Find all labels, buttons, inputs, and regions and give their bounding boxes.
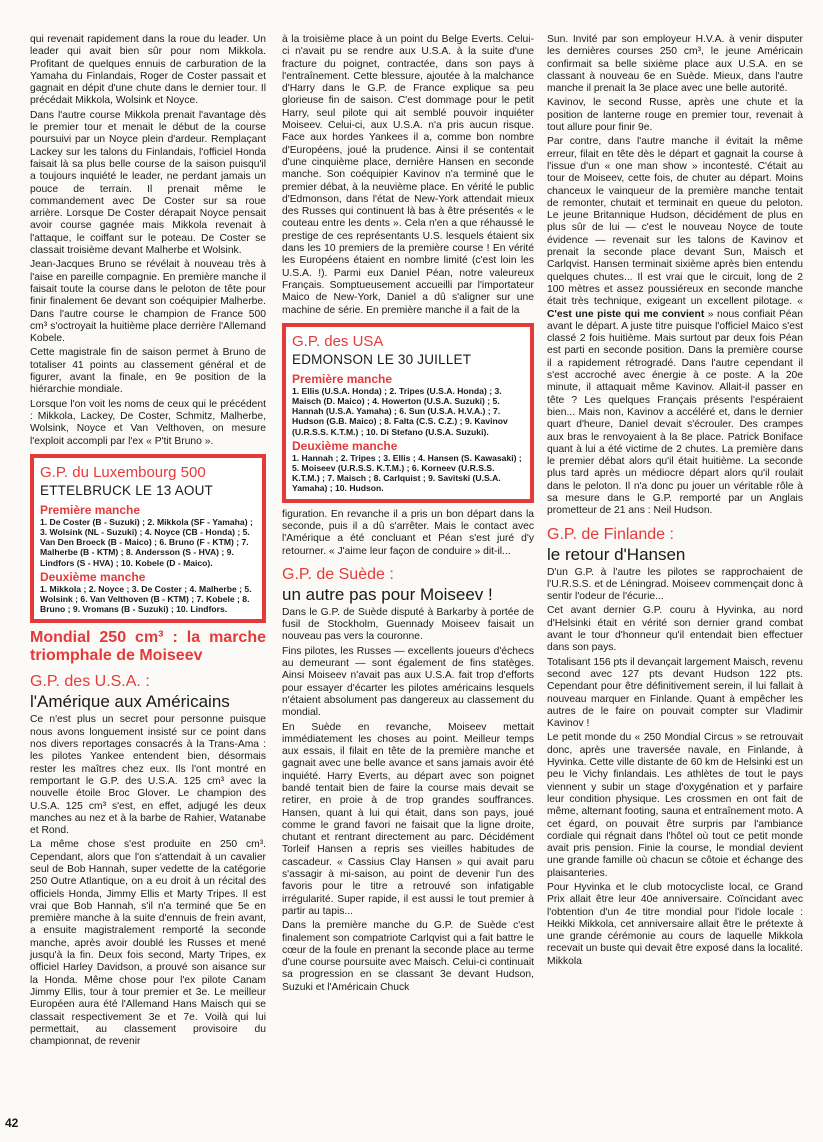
box-heat-title: Première manche [292,371,393,386]
box-place-date: EDMONSON LE 30 JUILLET [292,351,472,367]
section-title: G.P. de Suède : [282,565,394,583]
results-box-luxembourg [30,454,266,624]
paragraph-text: » nous confiait Péan avant le départ. A juste titre puisque l'officiel Maico s'est classé 2 fois huitième. Mais surtout par deux fois Péan est parti en seconde position. Dans la première course il a rapidement rétrogradé. Dans l'autre cependant il s'est accroché avec énergie à ce poste. A la 20e minute, il attaquait même Kavinov. Allait-il passer en tête ? Les quelques Français présents l'espéraient bien... Mais non, Kavinov a accéléré et, dans le dernier quart d'heure, Daniel devait s'écrouler. Des crampes aux bras le renvoyaient à la 8e place. Patrick Boniface quant à lui a été victime de 2 chutes. La première dans le premier débat alors qu'il était huitième. La seconde plus tard après un médiocre départ alors qu'il roulait dans le peloton. Il n'a donc pu jouer un véritable rôle à sa mesure dans le G.P. remporté par un Anglais prometteur de 21 ans : Neil Hudson. [547,308,803,517]
paragraph: Ce n'est plus un secret pour personne puisque nous avons longuement insisté sur ce point dans nos divers reportages consacrés à la Trans-Ama : les pilotes Yankee entendent bien, désormais rester les maîtres chez eux. Ils l'ont montré en remportant le G.P. des U.S.A. 125 cm³ avec la nouvelle étoile Broc Glover. Le champion des U.S.A. 125 cm³ s'est, en effet, adjugé les deux manches au nez et à la barbe de Rahier, Watanabe et Rond. [30,714,266,837]
page-number: 42 [5,1116,19,1130]
box-heat-title: Deuxième manche [40,569,146,584]
paragraph: En Suède en revanche, Moiseev mettait immédiatement les choses au point. Meilleur temps aux essais, il filait en tête de la première manche et gagnait avec une belle avance et sans jamais avoir été inquiété. Harry Everts, au départ avec son poignet bandé tentait bien de faire la course mais devait se retirer, en proie à de trop grandes souffrances. Hansen, quant à lui qui était, dans son pays, joué comme le grand favori ne faisait que la ligne droite, chutant et rentrant directement au parc. Décidément Torleif Hansen a repris ses vieilles habitudes de cascadeur. « Cassius Clay Hansen » qui avait paru s'assagir à mi-saison, au point de devenir l'un des favoris pour le titre a retrouvé son infatigable irrégularité. Super rapide, il est aussi le tout premier à partir au tapis... [282,721,534,917]
box-place-date: ETTELBRUCK LE 13 AOUT [40,482,214,498]
paragraph: Cette magistrale fin de saison permet à Bruno de totaliser 41 points au classement général et de figurer, avant la finale, en 9e position de la hiérarchie mondiale. [30,347,266,396]
box-heat-results: 1. Hannah ; 2. Tripes ; 3. Ellis ; 4. Hansen (S. Kawasaki) ; 5. Moiseev (U.R.S.S. K.T.M.) ; 6. Korneev (U.R.S.S. K.T.M.) ; 7. Maisch ; 8. Carlquist ; 9. Savitski (U.S.A. Yamaha) ; 10. Hudson. [292,452,522,494]
box-gp-title: G.P. des USA [292,332,384,350]
paragraph: Pour Hyvinka et le club motocycliste local, ce Grand Prix allait être leur 40e anniversaire. Coïncidant avec l'obtention d'un 4e titre mondial pour l'idole locale : Heikki Mikkola, cet anniversaire allait être le prétexte à une grande cérémonie au cours de laquelle Mikkola recevait un buste qui devait être exposé dans la localité. Mikkola [547,882,803,967]
box-heat-title: Première manche [40,502,141,517]
paragraph: à la troisième place à un point du Belge Everts. Celui-ci n'avait pu se rendre aux U.S.A. à la suite d'une fracture du poignet, contractée, dans son pays à l'entraînement. Cette blessure, ajoutée à la malchance d'Harry dans le G.P. de France explique sa peu glorieuse fin de saison. C'est dommage pour le petit Harry, seul pilote qui ait semblé pouvoir inquiéter Moiseev. Celui-ci, aux U.S.A. n'a pris aucun risque. Face aux hordes Yankees il a, comme bon nombre d'Européens, joué la prudence. Ainsi il se contentait d'une cinquième place, dernière Hansen en seconde manche. Son coéquipier Kavinov n'a terminé que le premier débat, à la neuvième place. En vérité le public d'Edmonson, dans l'état de New-York attendait mieux des Russes qui continuent là bas à être présentés « le couteau entre les dents ». Cela n'en a que réhaussé le prestige de ces représentants U.S. lesquels étaient six dans les 10 premiers de la première course ! En vérité les Européens étaient en nombre limité (c'est loin les U.S.A. !). Parmi eux Daniel Péan, notre valeureux Français. Somptueusement accueilli par l'importateur Maico de New-York, Daniel a dû s'aligner sur une machine de série. En première manche il a fait de la [282,34,534,316]
paragraph: Dans l'autre course Mikkola prenait l'avantage dès le premier tour et menait le début de la course poursuivi par un Noyce plein d'ardeur. Remplaçant Lackey sur les talons du Finlandais, l'officiel Honda faisait là sa plus belle course de la saison puisqu'il a toujours inquiété le leader, ne perdant jamais un pouce de terrain. Il prenait même le commandement avec De Coster sur sa roue arrière. Lorsque De Coster dérapait Noyce pensait avoir course gagnée mais Mikkola revenait à l'attaque, le coiffant sur le poteau. De Coster se classait troisième devant Malherbe et Wolsink. [30,109,266,257]
paragraph: La même chose s'est produite en 250 cm³. Cependant, alors que l'on s'attendait à un cavalier seul de Bob Hannah, super vedette de la catégorie 250 Outre Atlantique, on a eu droit à un récital des officiels Honda, Jimmy Ellis et Marty Tripes. Il est vrai que Bob Hannah, s'il n'a terminé que 5e en première manche à la suite d'ennuis de frein avant, a ensuite magistralement remporté la seconde manche, après avoir doublé les Russes et mené jusqu'à la fin. Deux fois second, Marty Tripes, ex officiel Harley Davidson, a prouvé son aisance sur la Honda. Même chose pour l'ex pilote Canam Jimmy Ellis, tour à tour premier et 3e. Le meilleur Européen aura été l'Allemand Hans Maisch qui se classait respectivement 3e et 7e. Voilà qui lui permettait, au classement provisoire du championnat, de revenir [30,839,266,1048]
paragraph: Totalisant 156 pts il devançait largement Maisch, revenu second avec 127 pts devant Hudson 122 pts. Cependant pour être définitivement serein, il lui fallait à nouveau marquer en Finlande. Quant à empêcher les autres de le faire on pouvait compter sur Vladimir Kavinov ! [547,656,803,730]
paragraph: D'un G.P. à l'autre les pilotes se rapprochaient de l'U.R.S.S. et de Léningrad. Moiseev commençait donc à sentir l'odeur de l'écurie... [547,566,803,603]
paragraph: Jean-Jacques Bruno se révélait à nouveau très à l'aise en pareille compagnie. En première manche il faisait toute la course dans le peloton de tête pour finir finalement 6e devant son coéquipier Malherbe. Dans l'autre course le champion de France 500 cm³ s'octroyait la huitième place derrière l'Allemand Kobele. [30,259,266,345]
column-2 [282,34,534,996]
paragraph: Dans la première manche du G.P. de Suède c'est finalement son compatriote Carlqvist qui a fait battre le cœur de la foule en prenant la seconde place au terme d'une course poursuite avec Maisch. Celui-ci continuait sa progression en se classant 3e devant Hudson, Suzuki et l'Américain Chuck [282,920,534,993]
quote-emphasis: C'est une piste qui me convient [547,308,705,320]
paragraph: Dans le G.P. de Suède disputé à Barkarby à portée de fusil de Stockholm, Guennady Moiseev faisait un nouveau pas vers la couronne. [282,606,534,643]
section-subtitle: un autre pas pour Moiseev ! [282,584,493,604]
paragraph: Fins pilotes, les Russes — excellents joueurs d'échecs au demeurant — sont également de fins statèges. Ainsi Moiseev n'avait pas aux U.S.A. fait trop d'efforts pour essayer d'écarter les pilotes américains lesquels n'étaient absolument pas dangereux au classement du mondial. [282,645,534,719]
paragraph: Sun. Invité par son employeur H.V.A. à venir disputer les dernières courses 250 cm³, le jeune Américain confirmait sa belle sixième place aux U.S.A. en se classant à nouveau 6e en Suède. Mieux, dans l'autre manche il prenait la 3e place avec une belle autorité. [547,34,803,95]
paragraph: figuration. En revanche il a pris un bon départ dans la seconde, puis il a dû s'arrêter. Mais le contact avec l'Amérique a été concluant et Péan s'est juré d'y retourner. « J'aime leur façon de conduire » dit-il... [282,508,534,557]
paragraph: qui revenait rapidement dans la roue du leader. Un leader qui avait bien sûr pour nom Mikkola. Profitant de quelques ennuis de carburation de la Yamaha du Finlandais, Roger de Coster passait et gagnait en dépit d'une chute dans le dernier tour. Il précédait Mikkola, Wolsink et Noyce. [30,34,266,107]
box-heat-results: 1. Ellis (U.S.A. Honda) ; 2. Tripes (U.S.A. Honda) ; 3. Maisch (D. Maico) ; 4. Howerton (U.S.A. Suzuki) ; 5. Hannah (U.S.A. Yamaha) ; 6. Sun (U.S.A. H.V.A.) ; 7. Hudson (G.B. Maico) ; 8. Falta (C.S. C.Z.) ; 9. Kavinov (U.R.S.S. K.T.M.) ; 10. Di Stefano (U.S.A. Suzuki). [292,385,508,437]
results-box-usa [282,323,534,503]
paragraph [547,136,803,517]
column-1 [30,34,266,1050]
paragraph: Lorsque l'on voit les noms de ceux qui le précédent : Mikkola, Lackey, De Coster, Schmitz, Malherbe, Wolsink, Noyce et Van Velthoven, on mesure l'exploit accompli par l'ex « P'tit Bruno ». [30,398,266,447]
box-heat-results: 1. Mikkola ; 2. Noyce ; 3. De Coster ; 4. Malherbe ; 5. Wolsink ; 6. Van Velthoven (B - KTM) ; 7. Kobele ; 8. Bruno ; 9. Vromans (B - Suzuki) ; 10. Lindfors. [40,583,252,615]
section-title: G.P. des U.S.A. : [30,673,150,691]
box-heat-title: Deuxième manche [292,438,398,453]
box-heat-results: 1. De Coster (B - Suzuki) ; 2. Mikkola (SF - Yamaha) ; 3. Wolsink (NL - Suzuki) ; 4. Noyce (CB - Honda) ; 5. Van Den Broeck (B - Maico) ; 6. Bruno (F - KTM) ; 7. Malherbe (B - KTM) ; 8. Andersson (S - HVA) ; 9. Lindfors (S - HVA) ; 10. Kobele (D - Maico). [40,516,253,568]
column-3 [547,34,803,970]
box-gp-title: G.P. du Luxembourg 500 [40,463,206,481]
paragraph: Le petit monde du « 250 Mondial Circus » se retrouvait donc, après une traversée navale, en Finlande, à Hyvinka. Cette ville distante de 60 km de Helsinki est un peu le Vichy finlandais. Les athlètes de tout le pays viennent y subir un stage d'oxygénation et y parfaire leur condition physique. Les crossmen en ont fait de même, alternant footing, sauna et entraînement moto. A cet égard, on pouvait être surpris par l'ambiance cordiale qui régnait dans l'hôtel où tout ce petit monde avait pris pension. Finie la course, le mondial devient une grande famille où chacun se côtoie et échange des plaisanteries. [547,732,803,879]
paragraph: Cet avant dernier G.P. couru à Hyvinka, au nord d'Helsinki était en vérité son dernier grand combat avant le tour d'honneur qu'il entendait bien effectuer dans son pays. [547,605,803,654]
paragraph: Kavinov, le second Russe, après une chute et la position de lanterne rouge en premier tour, revenait à tout allure pour finir 9e. [547,97,803,134]
section-headline: Mondial 250 cm³ : la marche triomphale de Moiseev [30,629,266,665]
paragraph-text: Par contre, dans l'autre manche il évitait la même erreur, filait en tête dès le départ et gagnait la course à l'issue d'un « one man show » incontesté. C'était au tour de Moiseev, cette fois, de chuter au départ. Moins chanceux le vainqueur de la première manche tentait de remonter, chutait et terminait en queue du peloton. Le jeune Britannique Hudson, décidément de plus en plus sûr de lui — c'est le nouveau Noyce de toute évidence — revenait sur les talons de Kavinov et prenait la seconde place devant Sun, Maisch et Carlqvist. Hansen terminait sixième après bien entendu quelques chutes... Il est vrai que le circuit, long de 2 100 mètres et assez poussiéreux en seconde manche était très technique, exigeant un excellent pilotage. « [547,136,803,308]
section-subtitle: l'Amérique aux Américains [30,692,230,712]
section-title: G.P. de Finlande : [547,525,674,543]
section-subtitle: le retour d'Hansen [547,544,686,564]
